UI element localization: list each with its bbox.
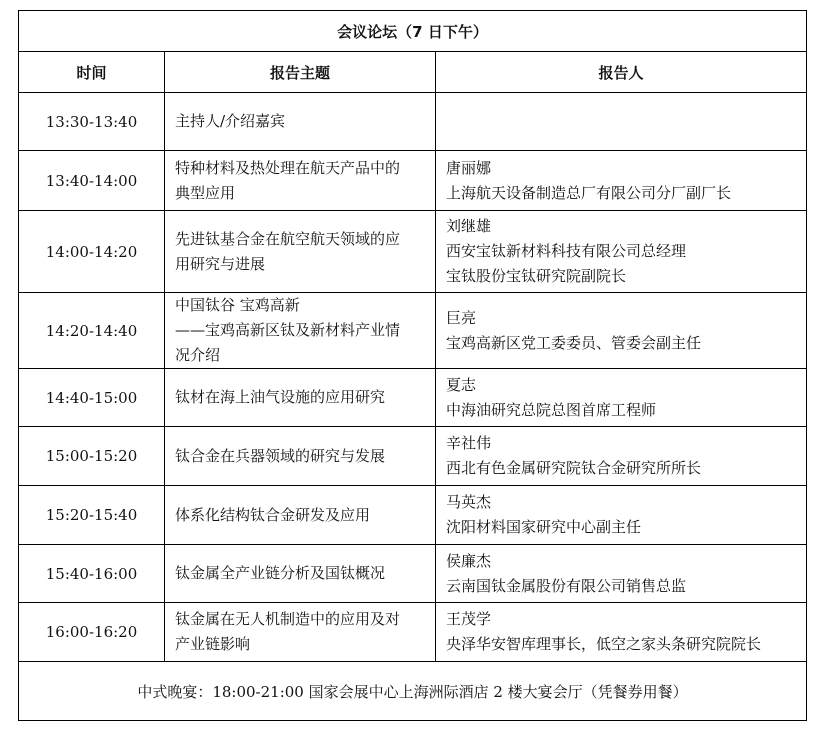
topic-line: 中国钛谷 宝鸡高新 bbox=[175, 296, 300, 314]
speaker-name: 唐丽娜 bbox=[446, 158, 492, 177]
header-time: 时间 bbox=[19, 52, 165, 93]
time-cell: 14:00-14:20 bbox=[19, 211, 165, 293]
header-topic: 报告主题 bbox=[165, 52, 436, 93]
speaker-title: 西安宝钛新材料科技有限公司总经理 bbox=[446, 242, 687, 260]
speaker-cell bbox=[436, 427, 807, 486]
table-row bbox=[19, 151, 807, 211]
dinner-note: 中式晚宴：18:00-21:00 国家会展中心上海洲际酒店 2 楼大宴会厅（凭餐券用餐） bbox=[19, 662, 807, 721]
speaker-title: 云南国钛金属股份有限公司销售总监 bbox=[446, 576, 687, 595]
speaker-title: 宝钛股份宝钛研究院副院长 bbox=[446, 267, 627, 285]
topic-line: 典型应用 bbox=[175, 183, 236, 202]
topic-line: 体系化结构钛合金研发及应用 bbox=[175, 505, 371, 524]
speaker-title: 沈阳材料国家研究中心副主任 bbox=[446, 518, 642, 536]
topic-line: 先进钛基合金在航空航天领域的应 bbox=[175, 229, 401, 248]
table-row bbox=[19, 369, 807, 427]
speaker-title: 上海航天设备制造总厂有限公司分厂副厂长 bbox=[446, 183, 732, 202]
topic-cell bbox=[165, 486, 436, 545]
table-row bbox=[19, 427, 807, 486]
footer-row bbox=[19, 662, 807, 721]
header-row bbox=[19, 52, 807, 93]
speaker-title: 宝鸡高新区党工委委员、管委会副主任 bbox=[446, 333, 702, 352]
topic-cell bbox=[165, 545, 436, 603]
title-row bbox=[19, 11, 807, 52]
speaker-cell bbox=[436, 369, 807, 427]
speaker-cell bbox=[436, 293, 807, 369]
speaker-cell bbox=[436, 211, 807, 293]
time-cell: 16:00-16:20 bbox=[19, 603, 165, 662]
topic-line: 产业链影响 bbox=[175, 635, 251, 653]
table-row bbox=[19, 293, 807, 369]
speaker-name: 马英杰 bbox=[446, 493, 492, 511]
time-cell: 15:20-15:40 bbox=[19, 486, 165, 545]
speaker-cell bbox=[436, 93, 807, 151]
speaker-cell bbox=[436, 603, 807, 662]
schedule-rows bbox=[19, 93, 807, 662]
time-cell: 15:00-15:20 bbox=[19, 427, 165, 486]
speaker-cell bbox=[436, 151, 807, 211]
topic-cell bbox=[165, 369, 436, 427]
topic-line: 钛金属全产业链分析及国钛概况 bbox=[175, 564, 386, 582]
speaker-title: 央泽华安智库理事长，低空之家头条研究院院长 bbox=[446, 635, 762, 653]
speaker-title: 中海油研究总院总图首席工程师 bbox=[446, 400, 657, 419]
speaker-name: 夏志 bbox=[446, 375, 477, 394]
speaker-cell bbox=[436, 545, 807, 603]
speaker-cell bbox=[436, 486, 807, 545]
topic-cell bbox=[165, 151, 436, 211]
speaker-name: 刘继雄 bbox=[446, 217, 492, 235]
time-cell: 15:40-16:00 bbox=[19, 545, 165, 603]
topic-line: 用研究与进展 bbox=[175, 254, 266, 273]
topic-cell bbox=[165, 603, 436, 662]
table-row bbox=[19, 93, 807, 151]
header-speaker: 报告人 bbox=[436, 52, 807, 93]
schedule-table bbox=[18, 10, 807, 721]
table-row bbox=[19, 603, 807, 662]
topic-line: 钛材在海上油气设施的应用研究 bbox=[175, 388, 386, 406]
speaker-name: 巨亮 bbox=[446, 308, 477, 327]
time-cell: 14:20-14:40 bbox=[19, 293, 165, 369]
topic-cell bbox=[165, 293, 436, 369]
table-row bbox=[19, 486, 807, 545]
topic-line: 况介绍 bbox=[175, 346, 221, 364]
table-title: 会议论坛（7 日下午） bbox=[19, 11, 807, 52]
speaker-name: 侯廉杰 bbox=[446, 551, 492, 570]
table-row bbox=[19, 545, 807, 603]
time-cell: 13:40-14:00 bbox=[19, 151, 165, 211]
speaker-name: 辛社伟 bbox=[446, 434, 492, 452]
speaker-title: 西北有色金属研究院钛合金研究所所长 bbox=[446, 459, 702, 477]
topic-cell bbox=[165, 211, 436, 293]
time-cell: 13:30-13:40 bbox=[19, 93, 165, 151]
topic-line: 特种材料及热处理在航天产品中的 bbox=[175, 158, 401, 177]
table-row bbox=[19, 211, 807, 293]
topic-line: 主持人/介绍嘉宾 bbox=[175, 112, 286, 130]
topic-cell bbox=[165, 427, 436, 486]
topic-line: ——宝鸡高新区钛及新材料产业情 bbox=[175, 321, 401, 339]
speaker-name: 王茂学 bbox=[446, 610, 492, 628]
topic-line: 钛金属在无人机制造中的应用及对 bbox=[175, 610, 401, 628]
topic-cell bbox=[165, 93, 436, 151]
topic-line: 钛合金在兵器领域的研究与发展 bbox=[175, 446, 386, 465]
time-cell: 14:40-15:00 bbox=[19, 369, 165, 427]
